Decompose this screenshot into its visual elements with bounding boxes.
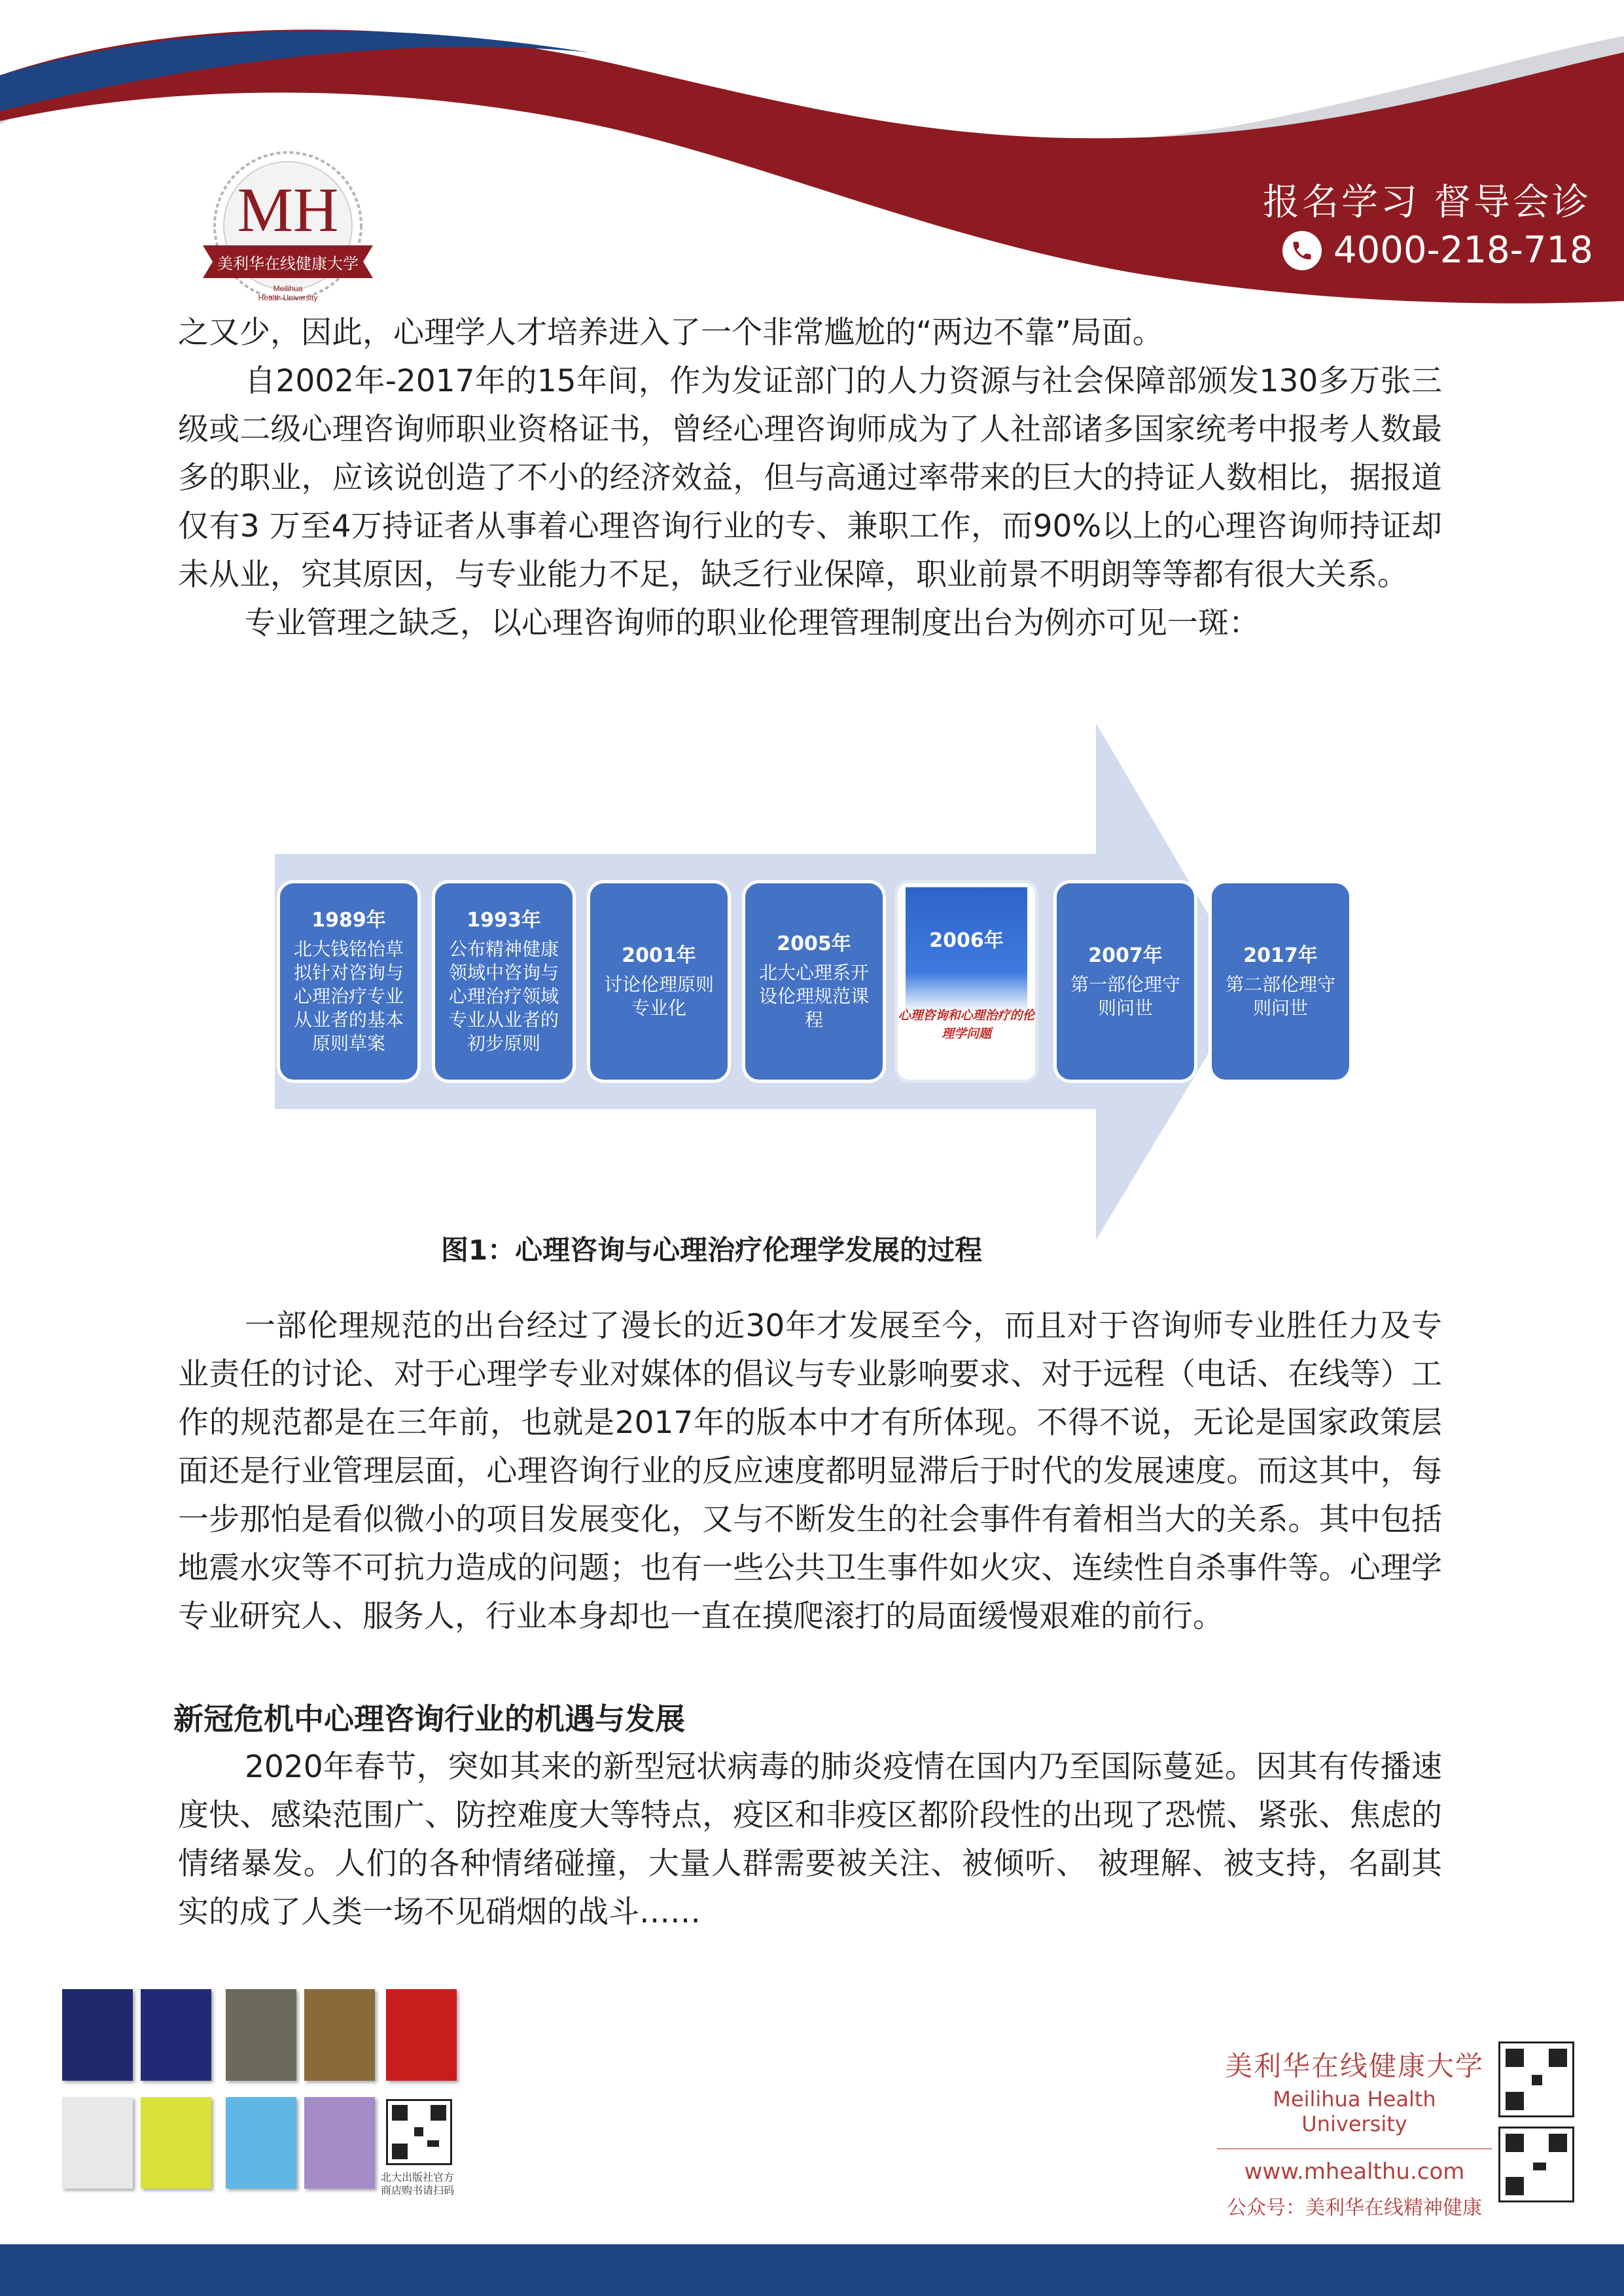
timeline-year: 1989年 — [311, 909, 386, 932]
timeline-year: 2007年 — [1088, 944, 1163, 967]
paragraph-5: 2020年春节，突如其来的新型冠状病毒的肺炎疫情在国内乃至国际蔓延。因其有传播速度快、感染范围广、防控难度大等特点，疫区和非疫区都阶段性的出现了恐慌、紧张、焦虑的情绪暴发。人们的各种情绪碰撞，大量人群需要被关注、被倾听、 被理解、被支持，名副其实的成了人类一场不见硝烟的战斗…… — [178, 1749, 1442, 1930]
book-thumbnail[interactable] — [304, 1989, 375, 2081]
book-thumbnail[interactable] — [386, 1989, 457, 2081]
timeline-year: 2005年 — [777, 932, 851, 955]
svg-text:美利华在线健康大学: 美利华在线健康大学 — [217, 255, 359, 273]
book-thumbnail[interactable] — [62, 2097, 133, 2189]
qr-code-wechat[interactable] — [1498, 2127, 1574, 2202]
footer-bar — [0, 2244, 1624, 2296]
paragraph-4: 一部伦理规范的出台经过了漫长的近30年才发展至今，而且对于咨询师专业胜任力及专业责任的讨论、对于心理学专业对媒体的倡议与专业影响要求、对于远程（电话、在线等）工作的规范都是在三年前，也就是2017年的版本中才有所体现。不得不说，无论是国家政策层面还是行业管理层面，心理咨询行业的反应速度都明显滞后于时代的发展速度。而这其中，每一步那怕是看似微小的项目发展变化，又与不断发生的社会事件有着相当大的关系。其中包括地震水灾等不可抗力造成的问题；也有一些公共卫生事件如火灾、连续性自杀事件等。心理学专业研究人、服务人，行业本身却也一直在摸爬滚打的局面缓慢艰难的前行。 — [178, 1308, 1442, 1634]
book-thumbnail[interactable] — [141, 1989, 211, 2081]
paragraph-3: 专业管理之缺乏，以心理咨询师的职业伦理管理制度出台为例亦可见一斑： — [245, 605, 1260, 641]
book-thumbnail[interactable] — [226, 2097, 296, 2189]
book-thumbnail[interactable] — [62, 1989, 133, 2081]
timeline-box-2001 — [587, 880, 731, 1083]
timeline-book-2006 — [894, 880, 1038, 1083]
paragraph-2: 自2002年-2017年的15年间，作为发证部门的人力资源与社会保障部颁发130多万张三级或二级心理咨询师职业资格证书，曾经心理咨询师成为了人社部诸多国家统考中报考人数最多的职业，应该说创造了不小的经济效益，但与高通过率带来的巨大的持证人数相比，据报道仅有3 万至4万持证者从事着心理咨询行业的专、兼职工作，而90%以上的心理咨询师持证却未从业，究其原因，与专业能力不足，缺乏行业保障，职业前景不明朗等等都有很大关系。 — [178, 363, 1442, 593]
timeline-box-1989 — [277, 880, 421, 1083]
svg-text:Health University: Health University — [258, 293, 318, 302]
book-title: 心理咨询和心理治疗的伦理学问题 — [898, 1008, 1035, 1041]
body-text-lower — [178, 1302, 1442, 1641]
phone-number: 4000-218-718 — [1333, 229, 1593, 272]
timeline-year: 1993年 — [467, 909, 541, 932]
timeline-box-2017 — [1209, 880, 1352, 1083]
footer-org-cn: 美利华在线健康大学 — [1224, 2050, 1484, 2082]
svg-text:Meilihua: Meilihua — [273, 284, 303, 293]
timeline-box-2005 — [742, 880, 886, 1083]
paragraph-1: 之又少，因此，心理学人才培养进入了一个非常尴尬的“两边不靠”局面。 — [178, 315, 1163, 351]
book-thumbnail[interactable] — [141, 2097, 211, 2189]
book-cover-image — [906, 887, 1027, 1077]
timeline-box-1993 — [432, 880, 576, 1083]
timeline-desc: 第一部伦理守则问世 — [1070, 974, 1180, 1019]
timeline-year: 2006年 — [929, 929, 1004, 952]
svg-text:MH: MH — [237, 175, 339, 245]
header-phone[interactable] — [1282, 229, 1593, 272]
timeline-year: 2001年 — [622, 944, 696, 967]
footer-wechat: 公众号：美利华在线精神健康 — [1227, 2197, 1482, 2219]
qr-code-website[interactable] — [1498, 2041, 1574, 2117]
footer-url[interactable]: www.mhealthu.com — [1244, 2159, 1465, 2185]
footer-contact — [1217, 2045, 1492, 2220]
timeline-desc: 公布精神健康领域中咨询与心理治疗领域专业从业者的初步原则 — [448, 938, 559, 1054]
timeline-desc: 讨论伦理原则专业化 — [603, 974, 714, 1019]
timeline-desc: 北大钱铭怡草拟针对咨询与心理治疗专业从业者的基本原则草案 — [293, 938, 404, 1054]
footer-org-en: Meilihua Health University — [1273, 2087, 1436, 2136]
timeline-year: 2017年 — [1243, 944, 1318, 967]
body-text-top — [178, 309, 1442, 648]
qr-code-shop[interactable] — [386, 2099, 452, 2165]
timeline-desc: 第二部伦理守则问世 — [1225, 974, 1335, 1019]
book-thumbnail[interactable] — [226, 1989, 296, 2081]
header-slogan: 报名学习 督导会诊 — [1263, 181, 1591, 224]
footer-divider — [1217, 2148, 1492, 2149]
figure-caption: 图1：心理咨询与心理治疗伦理学发展的过程 — [440, 1234, 983, 1266]
book-thumbnails — [62, 1989, 455, 2199]
timeline-desc: 北大心理系开设伦理规范课程 — [758, 962, 869, 1031]
qr-note: 北大出版社官方商店购书请扫码 — [380, 2171, 454, 2197]
body-text-bottom — [178, 1743, 1442, 1937]
brand-logo — [196, 147, 380, 304]
section-heading: 新冠危机中心理咨询行业的机遇与发展 — [173, 1701, 685, 1737]
phone-icon — [1282, 231, 1322, 270]
timeline-box-2007 — [1053, 880, 1197, 1083]
book-thumbnail[interactable] — [304, 2097, 375, 2189]
